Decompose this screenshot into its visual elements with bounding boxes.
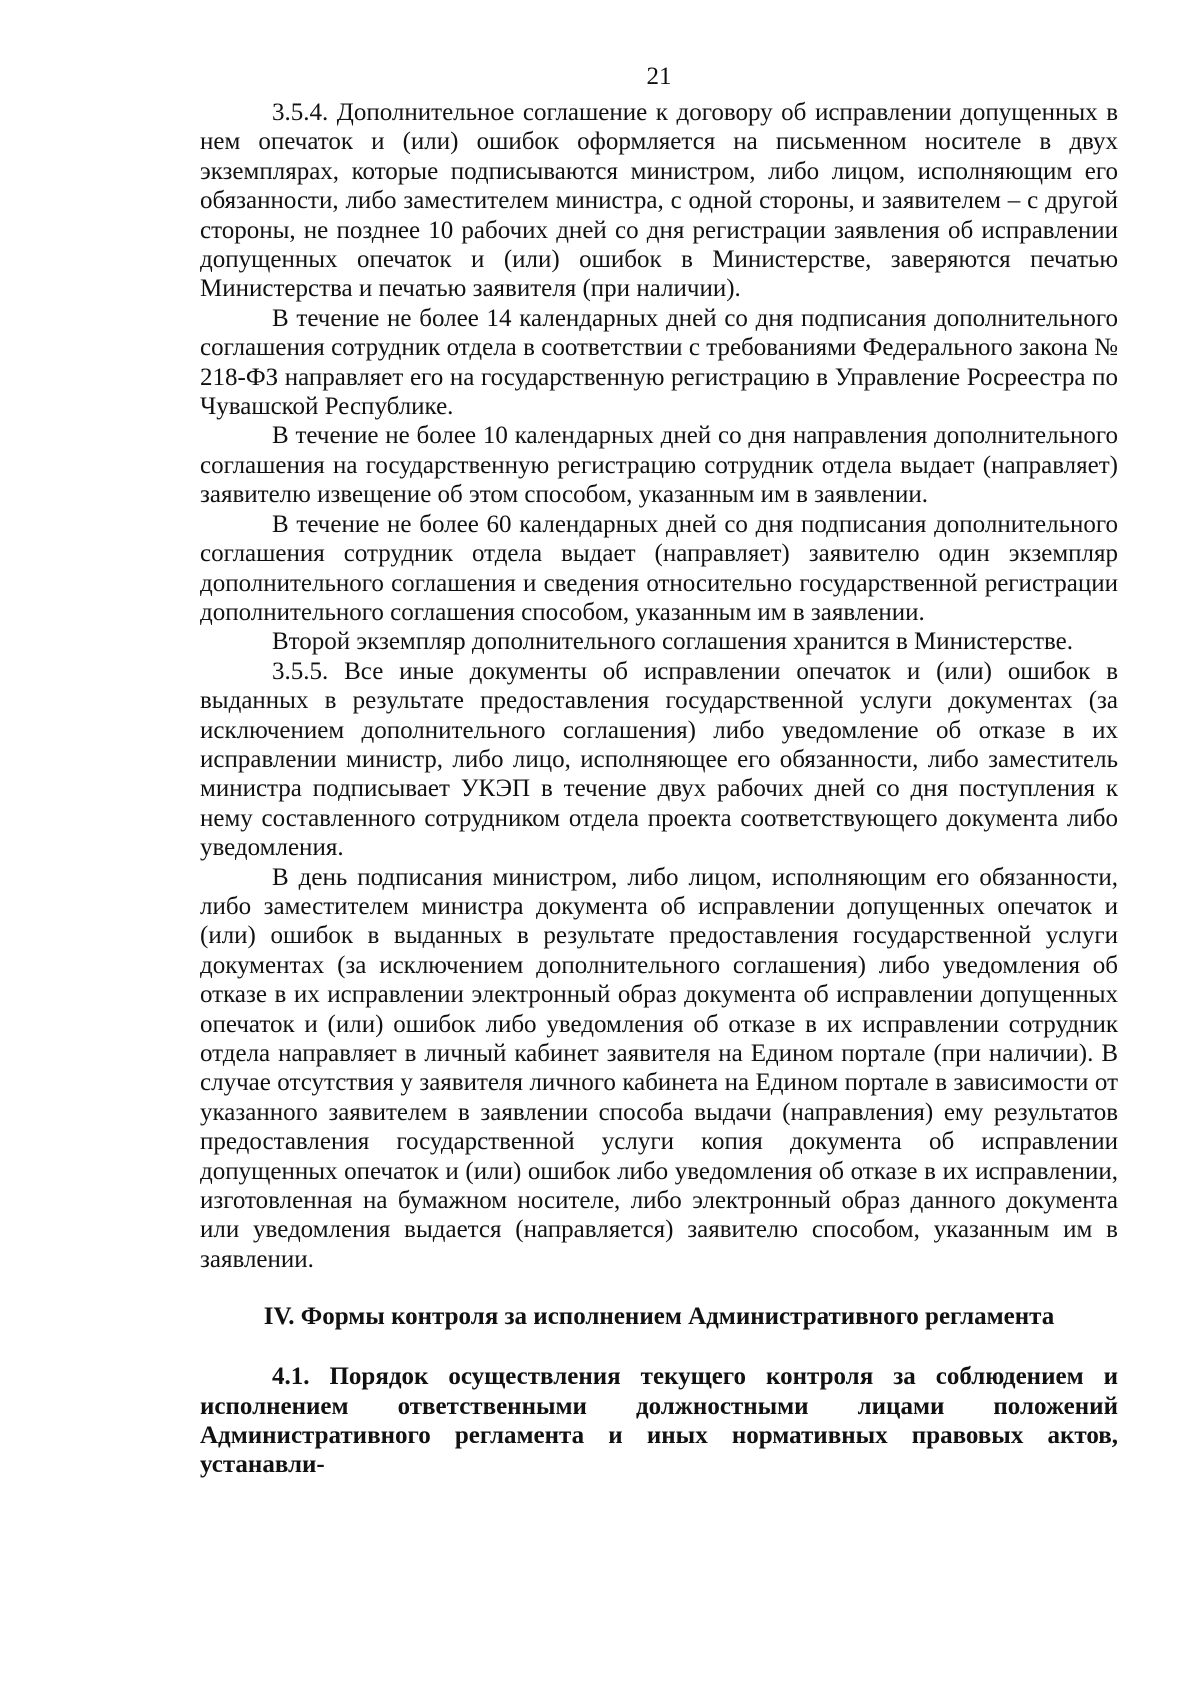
paragraph-signing-day: В день подписания министром, либо лицом, исполняющим его обязанности, либо заместителем министра документа об исправлении допущенных опечаток и (или) ошибок в выданных в результате предоставления государственной услуги документах (за исключением дополнительного соглашения) либо уведомления об отказе в их исправлении электронный образ документа об исправлении допущенных опечаток и (или) ошибок либо уведомления об отказе в их исправлении сотрудник отдела направляет в личный кабинет заявителя на Едином портале (при наличии). В случае отсутствия у заявителя личного кабинета на Едином портале в зависимости от указанного заявителем в заявлении способа выдачи (направления) ему результатов предоставления государственной услуги копия документа об исправлении допущенных опечаток и (или) ошибок либо уведомления об отказе в их исправлении, изготовленная на бумажном носителе, либо электронный образ данного документа или уведомления выдается (направляется) заявителю способом, указанным им в заявлении. [200, 863, 1118, 1273]
paragraph-3-5-4: 3.5.4. Дополнительное соглашение к договору об исправлении допущенных в нем опечаток и (или) ошибок оформляется на письменном носителе в двух экземплярах, которые подписываются министром, либо лицом, исполняющим его обязанности, либо заместителем министра, с одной стороны, и заявителем – с другой стороны, не позднее 10 рабочих дней со дня регистрации заявления об исправлении допущенных опечаток и (или) ошибок в Министерстве, заверяются печатью Министерства и печатью заявителя (при наличии). [200, 99, 1118, 303]
paragraph-notice-10-days: В течение не более 10 календарных дней со дня направления дополнительного соглашения на государственную регистрацию сотрудник отдела выдает (направляет) заявителю извещение об этом способом, указанным им в заявлении. [200, 422, 1118, 509]
sub-heading-4-1: 4.1. Порядок осуществления текущего контроля за соблюдением и исполнением ответственными должностными лицами положений Административного регламента и иных нормативных правовых актов, устанавли- [200, 1363, 1118, 1479]
paragraph-registration-14-days: В течение не более 14 календарных дней со дня подписания дополнительного соглашения сотрудник отдела в соответствии с требованиями Федерального закона № 218-ФЗ направляет его на государственную регистрацию в Управление Росреестра по Чувашской Республике. [200, 304, 1118, 421]
document-page [200, 62, 1118, 1480]
section-heading: IV. Формы контроля за исполнением Административного регламента [263, 1303, 1055, 1331]
page-number: 21 [646, 63, 672, 90]
paragraph-issue-60-days: В течение не более 60 календарных дней со дня подписания дополнительного соглашения сотрудник отдела выдает (направляет) заявителю один экземпляр дополнительного соглашения и сведения относительно государственной регистрации дополнительного соглашения способом, указанным им в заявлении. [200, 510, 1118, 626]
paragraph-second-copy: Второй экземпляр дополнительного соглашения хранится в Министерстве. [272, 628, 1074, 656]
paragraph-3-5-5: 3.5.5. Все иные документы об исправлении опечаток и (или) ошибок в выданных в результате предоставления государственной услуги документах (за исключением дополнительного соглашения) либо уведомление об отказе в их исправлении министр, либо лицо, исполняющее его обязанности, либо заместитель министра подписывает УКЭП в течение двух рабочих дней со дня поступления к нему составленного сотрудником отдела проекта соответствующего документа либо уведомления. [200, 657, 1118, 862]
